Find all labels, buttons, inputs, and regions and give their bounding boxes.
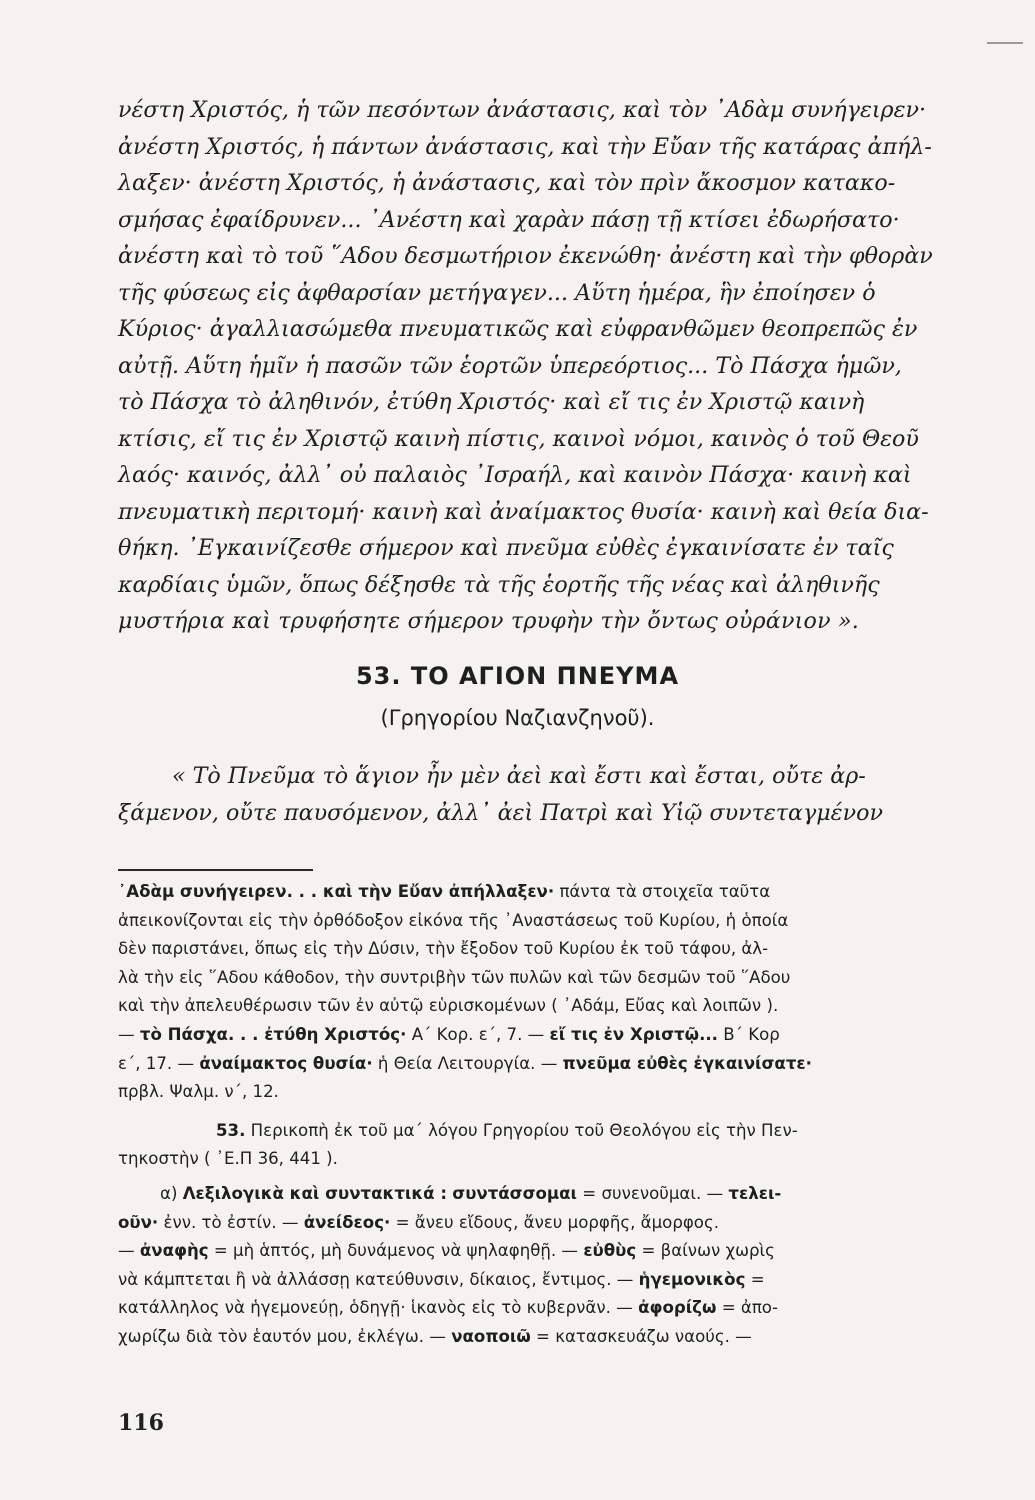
footnote-text: πάντα τὰ στοιχεῖα ταῦτα	[554, 882, 771, 901]
text-line: λαός· καινός, ἀλλ᾿ οὐ παλαιὸς ᾿Ισραήλ, καὶ καινὸν Πάσχα· καινὴ καὶ	[118, 462, 912, 488]
text-line: καρδίαις ὑμῶν, ὅπως δέξησθε τὰ τῆς ἑορτῆς τῆς νέας καὶ ἀληθινῆς	[118, 571, 880, 598]
footnote-term: ἀναφὴς	[139, 1241, 209, 1261]
footnote-line	[118, 1117, 968, 1146]
text-line: μυστήρια καὶ τρυφήσητε σήμερον τρυφὴν τὴν ὄντως οὐράνιον ».	[118, 608, 860, 634]
footnote-line: δὲν παριστάνει, ὅπως εἰς τὴν Δύσιν, τὴν ἔξοδον τοῦ Κυρίου ἐκ τοῦ τάφου, ἀλ-	[118, 939, 769, 959]
text-line: πνευματικὴ περιτομή· καινὴ καὶ ἀναίμακτος θυσία· καινὴ καὶ θεία δια-	[118, 498, 929, 525]
footnote-text: κατάλληλος νὰ ἡγεμονεύῃ, ὁδηγῇ· ἱκανὸς εἰς τὸ κυβερνᾶν. —	[118, 1298, 639, 1318]
footnote-term: οῦν·	[118, 1212, 159, 1232]
footnote-line: λὰ τὴν εἰς ῞Αδου κάθοδον, τὴν συντριβὴν τῶν πυλῶν καὶ τῶν δεσμῶν τοῦ ῞Αδου	[118, 967, 791, 987]
main-text-block	[118, 92, 964, 640]
text-line: τὸ Πάσχα τὸ ἀληθινόν, ἐτύθη Χριστός· καὶ εἴ τις ἐν Χριστῷ καινὴ	[118, 389, 865, 415]
footnote-term: ἀφορίζω	[638, 1298, 717, 1318]
footnote-text: = ἄνευ εἴδους, ἄνευ μορφῆς, ἄμορφος.	[390, 1212, 719, 1232]
page-number: 116	[118, 1410, 164, 1436]
footnote-text: Α΄ Κορ. ε΄, 7. —	[406, 1024, 550, 1044]
footnote-term: εἴ τις ἐν Χριστῷ...	[549, 1024, 718, 1044]
footnotes	[118, 878, 968, 1352]
footnote-divider	[118, 869, 313, 871]
footnote-line: τηκοστὴν ( ᾿Ε.Π 36, 441 ).	[118, 1149, 338, 1169]
footnote-term: τελει-	[728, 1183, 782, 1203]
text-line: τῆς φύσεως εἰς ἀφθαρσίαν μετήγαγεν... Αὕτη ἡμέρα, ἣν ἐποίησεν ὁ	[118, 279, 876, 306]
footnote-term: πνεῦμα εὐθὲς ἐγκαινίσατε·	[562, 1053, 812, 1073]
text-line: ἀνέστη καὶ τὸ τοῦ ῞Αδου δεσμωτήριον ἐκενώθη· ἀνέστη καὶ τὴν φθορὰν	[118, 243, 933, 269]
footnote-term: ᾿Αδὰμ συνήγειρεν. . . καὶ τὴν Εὔαν ἀπήλλαξεν·	[118, 882, 555, 901]
footnote-term: ἀνείδεος·	[303, 1212, 391, 1232]
footnote-text: χωρίζω διὰ τὸν ἑαυτόν μου, ἐκλέγω. —	[118, 1326, 452, 1346]
footnote-line: πρβλ. Ψαλμ. ν΄, 12.	[118, 1082, 279, 1102]
footnote-text: =	[745, 1269, 765, 1289]
footnote-line	[118, 1294, 968, 1323]
footnote-text: ἐνν. τὸ ἐστίν. —	[158, 1212, 304, 1232]
footnote-term: εὐθὺς	[583, 1241, 637, 1261]
footnote-line: καὶ τὴν ἀπελευθέρωσιν τῶν ἐν αὐτῷ εὑρισκομένων ( ᾿Αδάμ, Εὔας καὶ λοιπῶν ).	[118, 996, 779, 1016]
text-line: κτίσις, εἴ τις ἐν Χριστῷ καινὴ πίστις, καινοὶ νόμοι, καινὸς ὁ τοῦ Θεοῦ	[118, 425, 919, 452]
footnote-line	[118, 1021, 968, 1050]
footnote-term: ἀναίμακτος θυσία·	[199, 1053, 373, 1073]
footnote-text: = βαίνων χωρὶς	[636, 1241, 775, 1261]
text-line: αὐτῇ. Αὕτη ἡμῖν ἡ πασῶν τῶν ἑορτῶν ὑπερεόρτιος... Τὸ Πάσχα ἡμῶν,	[118, 352, 902, 379]
footnote-number: 53.	[216, 1120, 246, 1140]
footnote-line	[118, 1180, 968, 1209]
text-line: Κύριος· ἀγαλλιασώμεθα πνευματικῶς καὶ εὐφρανθῶμεν θεοπρεπῶς ἐν	[118, 316, 918, 342]
footnote-text: = κατασκευάζω ναούς. —	[530, 1326, 752, 1346]
footnote-line: ἀπεικονίζονται εἰς τὴν ὀρθόδοξον εἰκόνα τῆς ᾿Αναστάσεως τοῦ Κυρίου, ἡ ὁποία	[118, 910, 789, 930]
section-title: 53. ΤΟ ΑΓΙΟΝ ΠΝΕΥΜΑ	[355, 662, 680, 690]
quote-line: « Τὸ Πνεῦμα τὸ ἅγιον ἦν μὲν ἀεὶ καὶ ἔστι καὶ ἔσται, οὔτε ἀρ-	[172, 763, 866, 789]
footnote-text: ἡ Θεία Λειτουργία. —	[372, 1053, 563, 1073]
footnote-text: —	[118, 1241, 140, 1261]
footnote-term: ἡγεμονικὸς	[638, 1269, 746, 1289]
section-subtitle: (Γρηγορίου Ναζιανζηνοῦ).	[380, 706, 655, 730]
text-line: λαξεν· ἀνέστη Χριστός, ἡ ἀνάστασις, καὶ τὸν πρὶν ἄκοσμον κατακο-	[118, 170, 896, 196]
footnote-term: τὸ Πάσχα. . . ἐτύθη Χριστός·	[139, 1024, 407, 1044]
quote-line: ξάμενον, οὔτε παυσόμενον, ἀλλ᾿ ἀεὶ Πατρὶ καὶ Υἱῷ συντεταγμένον	[118, 800, 883, 826]
footnote-line	[118, 1209, 968, 1238]
footnote-line	[118, 1266, 968, 1295]
footnote-term: Λεξιλογικὰ καὶ συντακτικά :	[182, 1183, 447, 1203]
footnote-text: = συνενοῦμαι. —	[577, 1183, 729, 1203]
footnote-text: ε΄, 17. —	[118, 1053, 200, 1073]
footnote-text: Περικοπὴ ἐκ τοῦ μα΄ λόγου Γρηγορίου τοῦ Θεολόγου εἰς τὴν Πεν-	[245, 1120, 798, 1140]
quote-block	[118, 758, 964, 832]
footnote-text: = ἀπο-	[716, 1298, 778, 1318]
footnote-line	[118, 1323, 968, 1352]
footnote-text: Β΄ Κορ	[717, 1024, 780, 1044]
footnote-term: ναοποιῶ	[451, 1326, 531, 1346]
footnote-label: α)	[160, 1183, 183, 1203]
footnote-line	[118, 878, 968, 907]
text-line: ἀνέστη Χριστός, ἡ πάντων ἀνάστασις, καὶ τὴν Εὔαν τῆς κατάρας ἀπήλ-	[118, 133, 932, 160]
footnote-text: —	[118, 1024, 140, 1044]
footnote-line	[118, 1050, 968, 1079]
footnote-text: = μὴ ἁπτός, μὴ δυνάμενος νὰ ψηλαφηθῇ. —	[208, 1241, 584, 1261]
text-line: θήκη. ᾿Εγκαινίζεσθε σήμερον καὶ πνεῦμα εὐθὲς ἐγκαινίσατε ἐν ταῖς	[118, 535, 894, 561]
text-line: σμήσας ἐφαίδρυνεν... ᾿Ανέστη καὶ χαρὰν πάσῃ τῇ κτίσει ἐδωρήσατο·	[118, 206, 900, 233]
footnote-line	[118, 1237, 968, 1266]
footnote-term: συντάσσομαι	[452, 1183, 578, 1203]
footnote-text: νὰ κάμπτεται ἢ νὰ ἀλλάσσῃ κατεύθυνσιν, δίκαιος, ἔντιμος. —	[118, 1269, 639, 1289]
edge-mark	[987, 42, 1023, 44]
text-line: νέστη Χριστός, ἡ τῶν πεσόντων ἀνάστασις, καὶ τὸν ᾿Αδὰμ συνήγειρεν·	[118, 97, 927, 123]
